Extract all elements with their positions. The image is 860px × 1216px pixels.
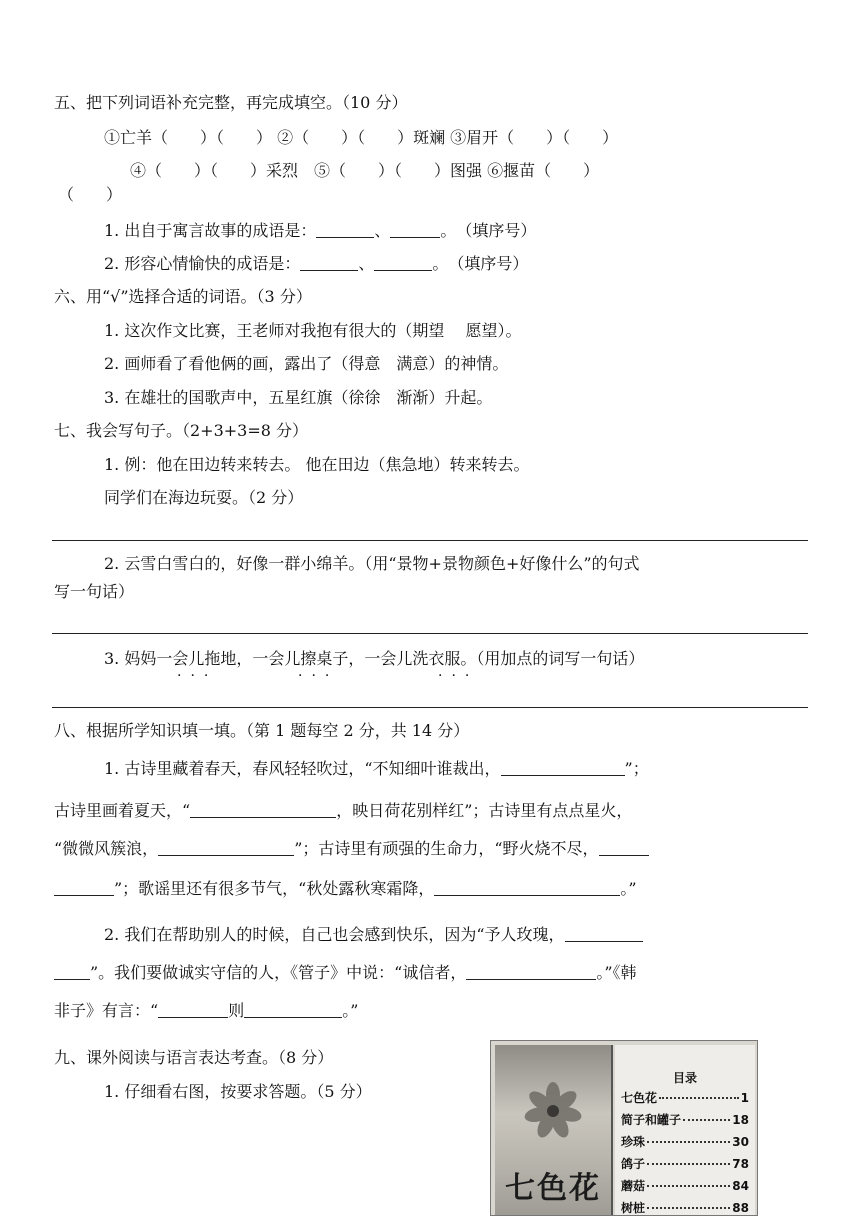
s7-question-2-line-1: 2. 云雪白雪白的，好像一群小绵羊。（用“景物+景物颜色+好像什么”的句式 xyxy=(104,554,640,573)
answer-line[interactable] xyxy=(52,633,808,634)
toc-item-name: 蘑菇 xyxy=(621,1179,646,1193)
emphasis-dots: ··· xyxy=(177,668,218,684)
s8-q2-line-1 xyxy=(104,924,643,946)
table-of-contents xyxy=(615,1045,755,1216)
s6-question-2: 2. 画师看了看他俩的画，露出了（得意 满意）的神情。 xyxy=(104,354,509,373)
answer-blank[interactable] xyxy=(244,1001,342,1018)
toc-leader xyxy=(647,1185,730,1187)
s8-text: 1. 古诗里藏着春天，春风轻轻吹过，“不知细叶谁裁出， xyxy=(104,759,501,778)
flower-icon xyxy=(523,1081,583,1141)
s6-question-3: 3. 在雄壮的国歌声中，五星红旗（徐徐 渐渐）升起。 xyxy=(104,388,493,407)
toc-item-name: 鸽子 xyxy=(621,1157,646,1171)
s8-q2-line-2 xyxy=(54,962,637,984)
s5-question-2 xyxy=(104,253,528,275)
s8-q1-line-1 xyxy=(104,758,649,780)
s5-idiom-line-3: （ ） xyxy=(58,185,123,204)
answer-line[interactable] xyxy=(52,707,808,708)
toc-item xyxy=(621,1133,749,1150)
book-cover xyxy=(495,1045,613,1216)
section-9-title: 九、课外阅读与语言表达考查。（8 分） xyxy=(54,1048,334,1067)
s8-q1-line-3 xyxy=(54,838,649,860)
section-6-title: 六、用“√”选择合适的词语。（3 分） xyxy=(54,287,312,306)
answer-blank[interactable] xyxy=(599,839,649,856)
answer-blank[interactable] xyxy=(54,879,114,896)
s8-text: 则 xyxy=(228,1001,245,1020)
toc-item xyxy=(621,1089,749,1106)
s8-text: ”；古诗里有顽强的生命力，“野火烧不尽， xyxy=(294,839,599,858)
s5-q2-text: 2. 形容心情愉快的成语是： xyxy=(104,254,301,273)
answer-blank[interactable] xyxy=(374,254,432,271)
s5-q1-text: 1. 出自于寓言故事的成语是： xyxy=(104,221,317,240)
s8-text: 非子》有言：“ xyxy=(54,1001,159,1020)
answer-blank[interactable] xyxy=(390,221,440,238)
toc-item-page: 84 xyxy=(732,1179,749,1193)
toc-leader xyxy=(683,1119,730,1121)
answer-blank[interactable] xyxy=(190,801,336,818)
s5-q1-separator: 、 xyxy=(374,221,391,240)
s7-question-1: 1. 例：他在田边转来转去。 他在田边（焦急地）转来转去。 xyxy=(104,455,530,474)
s8-q2-line-3 xyxy=(54,1000,358,1022)
toc-item-name: 七色花 xyxy=(621,1091,658,1105)
s8-text: 。”《韩 xyxy=(596,963,637,982)
s5-question-1 xyxy=(104,220,536,242)
toc-item xyxy=(621,1155,749,1172)
answer-blank[interactable] xyxy=(300,254,358,271)
s7-question-2-line-2: 写一句话） xyxy=(54,582,135,601)
s5-q2-separator: 、 xyxy=(358,254,375,273)
s8-text: 2. 我们在帮助别人的时候，自己也会感到快乐，因为“予人玫瑰， xyxy=(104,925,565,944)
s8-text: ，映日荷花别样红”；古诗里有点点星火， xyxy=(336,801,633,820)
s7-question-1-task: 同学们在海边玩耍。（2 分） xyxy=(104,488,304,507)
s8-text: ”； xyxy=(624,759,649,778)
s8-text: ”；歌谣里还有很多节气，“秋处露秋寒霜降， xyxy=(114,879,435,898)
book-image xyxy=(490,1040,758,1216)
s5-q2-note: 。 （填序号） xyxy=(432,254,529,273)
section-7-title: 七、我会写句子。（2+3+3=8 分） xyxy=(54,421,309,440)
emphasis-dots: ··· xyxy=(298,668,339,684)
s6-question-1: 1. 这次作文比赛，王老师对我抱有很大的（期望 愿望）。 xyxy=(104,321,522,340)
toc-leader xyxy=(647,1141,730,1143)
answer-blank[interactable] xyxy=(466,963,596,980)
s8-text: ”。我们要做诚实守信的人，《管子》中说：“诚信者， xyxy=(90,963,467,982)
s8-q1-line-4 xyxy=(54,878,637,900)
toc-item-name: 简子和罐子 xyxy=(621,1113,682,1127)
answer-blank[interactable] xyxy=(54,963,90,980)
s5-idiom-line-1: ①亡羊（ ）（ ） ②（ ）（ ）斑斓 ③眉开（ ）（ ） xyxy=(104,128,619,147)
toc-item xyxy=(621,1111,749,1128)
toc-item-name: 树桩 xyxy=(621,1201,646,1215)
toc-leader xyxy=(659,1097,739,1099)
s8-text: 。” xyxy=(342,1001,359,1020)
toc-item-page: 1 xyxy=(740,1091,749,1105)
section-5-title: 五、把下列词语补充完整，再完成填空。（10 分） xyxy=(54,93,408,112)
answer-line[interactable] xyxy=(52,540,808,541)
s8-text: “微微风簇浪， xyxy=(54,839,159,858)
s5-idiom-line-2: ④（ ）（ ）采烈 ⑤（ ）（ ）图强 ⑥揠苗（ ） xyxy=(130,161,600,180)
emphasis-dots: ··· xyxy=(438,668,479,684)
answer-blank[interactable] xyxy=(316,221,374,238)
s8-text: 古诗里画着夏天，“ xyxy=(54,801,191,820)
section-8-title: 八、根据所学知识填一填。（第 1 题每空 2 分，共 14 分） xyxy=(54,721,470,740)
toc-item-page: 30 xyxy=(732,1135,749,1149)
toc-item-name: 珍珠 xyxy=(621,1135,646,1149)
s5-q1-note: 。 （填序号） xyxy=(440,221,537,240)
toc-item-page: 88 xyxy=(732,1201,749,1215)
s7-question-3: 3. 妈妈一会儿拖地，一会儿擦桌子，一会儿洗衣服。（用加点的词写一句话） xyxy=(104,649,645,668)
toc-item-page: 78 xyxy=(732,1157,749,1171)
answer-blank[interactable] xyxy=(158,1001,228,1018)
toc-leader xyxy=(647,1163,730,1165)
toc-title: 目录 xyxy=(672,1071,697,1085)
book-cover-title: 七色花 xyxy=(505,1171,601,1206)
answer-blank[interactable] xyxy=(501,759,625,776)
toc-item xyxy=(621,1199,749,1216)
answer-blank[interactable] xyxy=(565,925,643,942)
answer-blank[interactable] xyxy=(158,839,294,856)
s8-q1-line-2 xyxy=(54,800,632,822)
answer-blank[interactable] xyxy=(434,879,620,896)
s9-question-1: 1. 仔细看右图，按要求答题。（5 分） xyxy=(104,1082,372,1101)
toc-leader xyxy=(647,1207,730,1209)
toc-item xyxy=(621,1177,749,1194)
s8-text: 。” xyxy=(620,879,637,898)
toc-item-page: 18 xyxy=(732,1113,749,1127)
